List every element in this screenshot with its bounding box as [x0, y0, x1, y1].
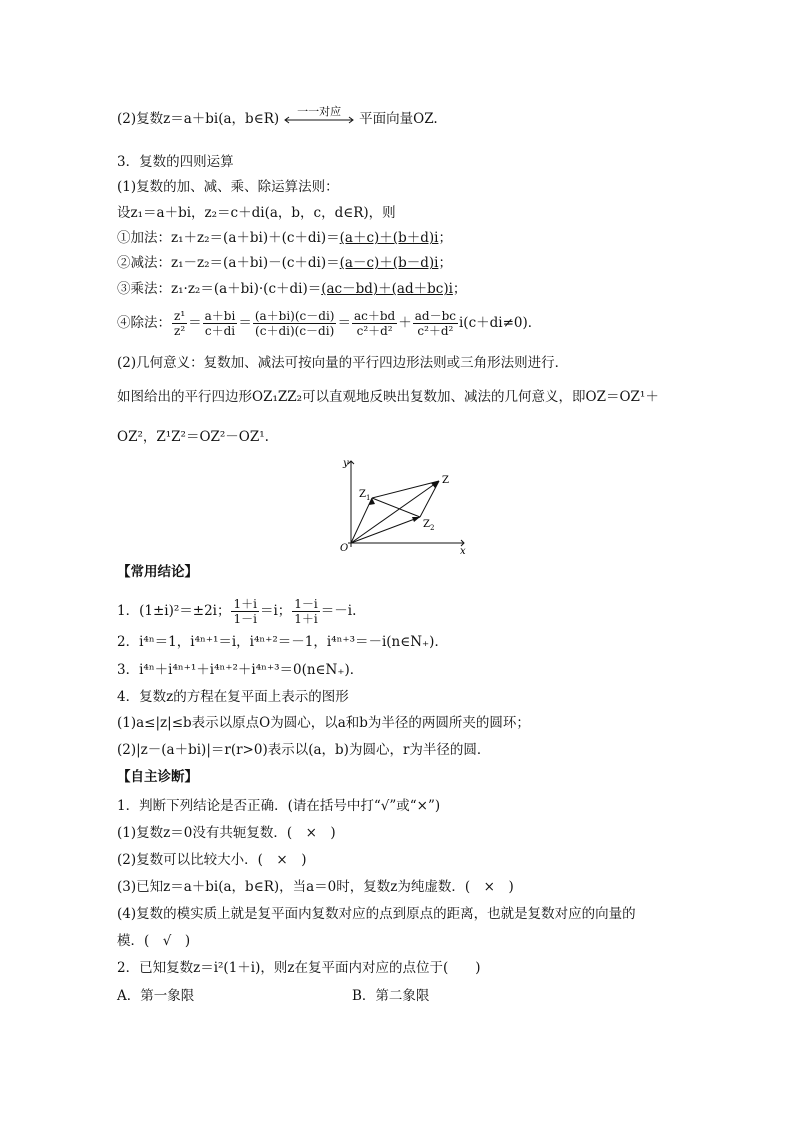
one-to-one-arrow	[283, 104, 355, 128]
option-b: B．第二象限	[352, 988, 430, 1004]
heading-common-conclusions: 【常用结论】	[117, 564, 198, 580]
addition-rule	[117, 229, 452, 247]
z-label: Z	[442, 475, 449, 486]
fraction-den: c²＋d²	[417, 324, 454, 338]
conclusion-1-mid: ＝i；	[259, 603, 292, 619]
fraction-ab	[203, 309, 238, 338]
fraction-num: ad－bc	[414, 309, 456, 323]
addition-expr: ①加法：z₁＋z₂＝(a＋bi)＋(c＋di)＝	[117, 230, 340, 246]
parallelogram-text: 如图给出的平行四边形OZ₁ZZ₂可以直观地反映出复数加、减法的几何意义，即OZ＝OZ¹＋	[117, 389, 659, 405]
z1-subscript: 1	[366, 494, 371, 502]
fraction-z	[172, 309, 187, 338]
conclusion-4-1: (1)a≤|z|≤b表示以原点O为圆心，以a和b为半径的两圆所夹的圆环；	[117, 715, 530, 731]
multiplication-answer: (ac－bd)＋(ad＋bc)i	[321, 281, 453, 297]
subtraction-expr: ②减法：z₁－z₂＝(a＋bi)－(c＋di)＝	[117, 255, 340, 271]
fraction-imag	[413, 309, 458, 338]
question-1: 1．判断下列结论是否正确．(请在括号中打“√”或“×”)	[117, 798, 441, 814]
conclusion-2: 2．i⁴ⁿ＝1，i⁴ⁿ⁺¹＝i，i⁴ⁿ⁺²＝－1，i⁴ⁿ⁺³＝－i(n∈N₊)．	[117, 634, 448, 650]
mapping-left: (2)复数z＝a＋bi(a，b∈R)	[117, 111, 280, 127]
rules-heading: (1)复数的加、减、乘、除运算法则：	[117, 179, 339, 195]
heading-self-diagnosis: 【自主诊断】	[117, 769, 198, 785]
division-label: ④除法：	[117, 315, 171, 331]
z2-label: Z	[423, 519, 430, 530]
question-1-item-1: (1)复数z＝0没有共轭复数．( × )	[117, 825, 336, 841]
y-label: y	[343, 458, 349, 469]
conclusion-1-lead: 1．(1±i)²＝±2i；	[117, 603, 231, 619]
fraction-den: c²＋d²	[356, 324, 393, 338]
mapping-right: 平面向量OZ.	[359, 111, 438, 127]
arrowhead-z-icon	[431, 481, 439, 488]
division-end: i(c＋di≠0)．	[458, 315, 542, 331]
fraction-num: 1－i	[294, 597, 318, 611]
edge-z1-z	[372, 481, 439, 498]
fraction-num: (a＋bi)(c－di)	[254, 309, 335, 323]
fraction-den: z²	[174, 324, 186, 338]
fraction-conclusion-b	[292, 597, 319, 626]
fraction-den: c＋di	[204, 324, 236, 338]
geometric-meaning: (2)几何意义：复数加、减法可按向量的平行四边形法则或三角形法则进行．	[117, 355, 569, 371]
question-1-item-4-cont: 模．( √ )	[117, 933, 191, 949]
conclusion-4-2: (2)|z－(a＋bi)|＝r(r>0)表示以(a，b)为圆心，r为半径的圆．	[117, 742, 491, 758]
fraction-conclusion-a	[231, 597, 258, 626]
conclusion-4: 4．复数z的方程在复平面上表示的图形	[117, 689, 349, 705]
double-arrow-icon	[283, 116, 355, 124]
multiplication-end: ；	[452, 281, 467, 297]
arrowhead-z2-icon	[412, 517, 420, 522]
conclusion-1	[117, 596, 356, 626]
option-a: A．第一象限	[117, 988, 195, 1004]
addition-answer: (a＋c)＋(b＋d)i	[339, 230, 439, 246]
vector-z1z2	[372, 498, 420, 517]
fraction-den: (c＋di)(c－di)	[255, 324, 335, 338]
subtraction-end: ；	[438, 255, 452, 271]
conclusion-3: 3．i⁴ⁿ＋i⁴ⁿ⁺¹＋i⁴ⁿ⁺²＋i⁴ⁿ⁺³＝0(n∈N₊)．	[117, 662, 364, 678]
fraction-num: a＋bi	[204, 309, 236, 323]
z2-subscript: 2	[430, 524, 435, 532]
vector-relation: OZ²，Z¹Z²＝OZ²－OZ¹.	[117, 429, 269, 445]
fraction-den: 1＋i	[294, 612, 318, 626]
fraction-den: 1－i	[233, 612, 257, 626]
fraction-num: ac＋bd	[353, 309, 396, 323]
fraction-num: z¹	[174, 309, 186, 323]
fraction-conj	[253, 309, 337, 338]
x-label: x	[460, 546, 466, 555]
one-to-one-label: 一一对应	[297, 104, 342, 118]
fraction-real	[352, 309, 397, 338]
division-rule: ④除法： $\frac{\text{z¹}}{\text{z²}}$ ＝ $\frac{a+bi}{c+di}$ ＝ $\frac{(a+bi)(c-di)}{(c+di)(c-di)}$ ＝ $\frac{ac+bd}{\text{c²＋d²}}$ ＋ $\frac{ad-bc}{\text{c²＋d²}}$ i(c＋di≠0)．	[117, 309, 542, 338]
section-title-arithmetic: 3．复数的四则运算	[117, 154, 234, 170]
conclusion-1-end: ＝－i.	[320, 603, 357, 619]
question-2: 2．已知复数z＝i²(1＋i)，则z在复平面内对应的点位于( )	[117, 960, 481, 976]
line-complex-mapping	[117, 104, 438, 128]
subtraction-rule	[117, 254, 452, 272]
z1-label: Z	[359, 489, 366, 500]
multiplication-rule	[117, 280, 466, 298]
addition-end: ；	[438, 230, 452, 246]
edge-z2-z	[420, 481, 439, 517]
subtraction-answer: (a－c)＋(b－d)i	[339, 255, 439, 271]
origin-label: O	[340, 543, 349, 554]
parallelogram-figure	[336, 455, 470, 555]
fraction-num: 1＋i	[233, 597, 257, 611]
multiplication-expr: ③乘法：z₁·z₂＝(a＋bi)·(c＋di)＝	[117, 281, 322, 297]
definition-line: 设z₁＝a＋bi，z₂＝c＋di(a，b，c，d∈R)，则	[117, 205, 396, 221]
question-1-item-3: (3)已知z＝a＋bi(a，b∈R)，当a＝0时，复数z为纯虚数．( × )	[117, 879, 514, 895]
question-1-item-4: (4)复数的模实质上就是复平面内复数对应的点到原点的距离，也就是复数对应的向量的	[117, 906, 636, 922]
question-1-item-2: (2)复数可以比较大小．( × )	[117, 852, 307, 868]
